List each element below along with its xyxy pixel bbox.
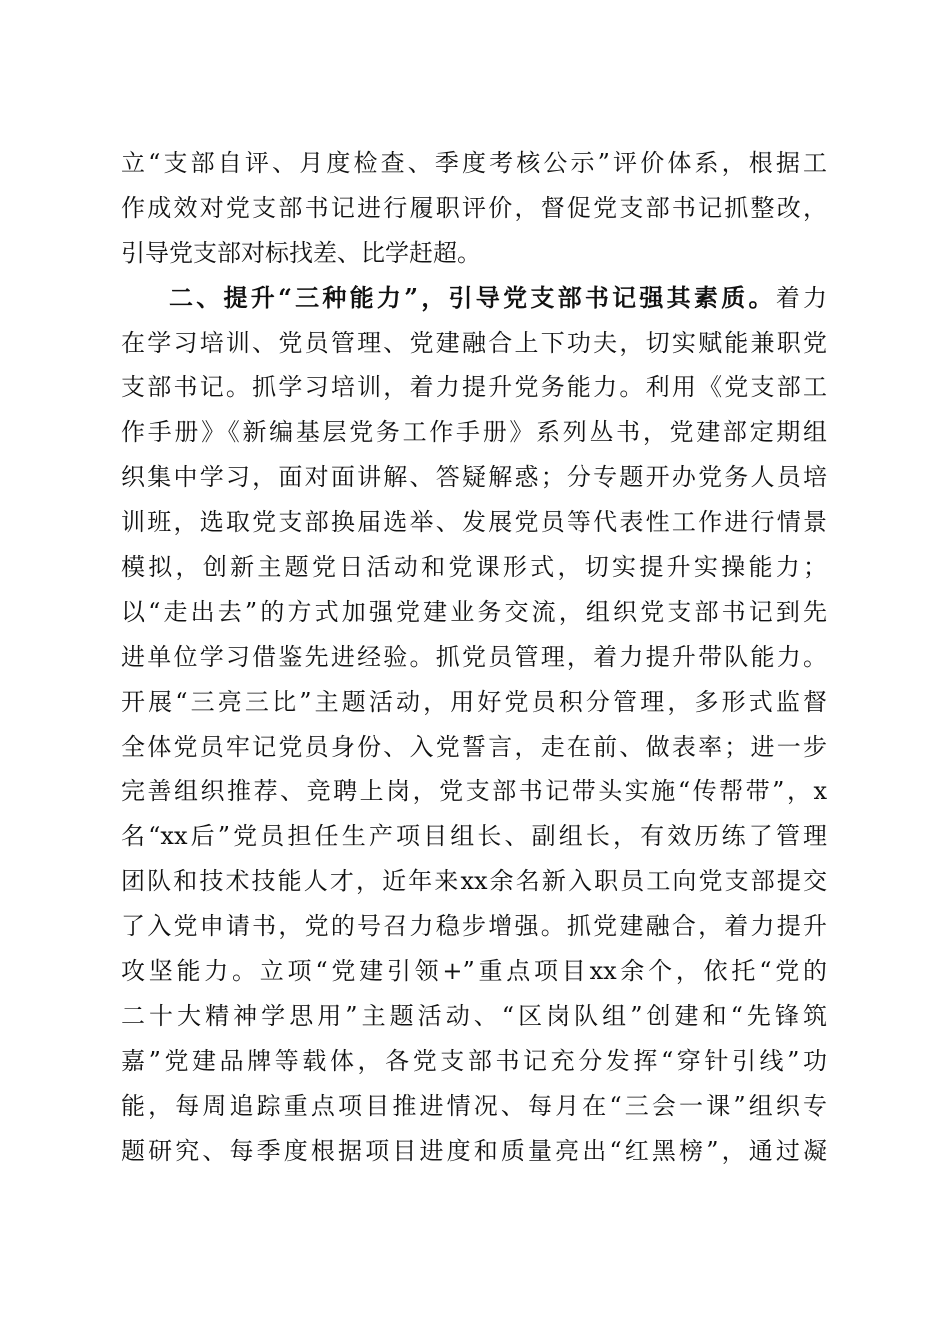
text-line: 嘉”党建品牌等载体，各党支部书记充分发挥“穿针引线”功 <box>121 1046 827 1075</box>
document-body <box>121 141 827 1173</box>
text-line: 作成效对党支部书记进行履职评价，督促党支部书记抓整改， <box>121 193 827 222</box>
text-line: 了入党申请书，党的号召力稳步增强。抓党建融合，着力提升 <box>121 912 827 941</box>
text-line: 模拟，创新主题党日活动和党课形式，切实提升实操能力； <box>121 553 827 582</box>
text-line: 二十大精神学思用”主题活动、“区岗队组”创建和“先锋筑 <box>121 1001 827 1030</box>
text-line: 引导党支部对标找差、比学赶超。 <box>121 238 481 267</box>
text-line: 开展“三亮三比”主题活动，用好党员积分管理，多形式监督 <box>121 687 827 716</box>
text-line: 攻坚能力。立项“党建引领+”重点项目xx余个，依托“党的 <box>121 957 827 986</box>
text-line: 进单位学习借鉴先进经验。抓党员管理，着力提升带队能力。 <box>121 642 827 671</box>
text-line: 织集中学习，面对面讲解、答疑解惑；分专题开办党务人员培 <box>121 463 827 492</box>
section-heading-line <box>121 276 827 321</box>
text-line: 完善组织推荐、竞聘上岗，党支部书记带头实施“传帮带”，x <box>121 777 827 806</box>
text-line: 立“支部自评、月度检查、季度考核公示”评价体系，根据工 <box>121 149 827 177</box>
text-line: 团队和技术技能人才，近年来xx余名新入职员工向党支部提交 <box>121 867 827 896</box>
section-heading-tail: 着力 <box>775 283 828 312</box>
text-line: 作手册》《新编基层党务工作手册》系列丛书，党建部定期组 <box>121 418 827 447</box>
text-line: 全体党员牢记党员身份、入党誓言，走在前、做表率；进一步 <box>121 732 827 761</box>
text-line: 名“xx后”党员担任生产项目组长、副组长，有效历练了管理 <box>121 822 827 851</box>
text-line: 以“走出去”的方式加强党建业务交流，组织党支部书记到先 <box>121 597 827 626</box>
text-line: 能，每周追踪重点项目推进情况、每月在“三会一课”组织专 <box>121 1091 827 1120</box>
text-line: 训班，选取党支部换届选举、发展党员等代表性工作进行情景 <box>121 508 827 537</box>
text-line: 在学习培训、党员管理、党建融合上下功夫，切实赋能兼职党 <box>121 328 827 357</box>
text-line: 支部书记。抓学习培训，着力提升党务能力。利用《党支部工 <box>121 373 827 402</box>
section-heading: 二、提升“三种能力”，引导党支部书记强其素质。 <box>169 282 776 312</box>
text-line: 题研究、每季度根据项目进度和质量亮出“红黑榜”，通过凝 <box>121 1136 827 1165</box>
